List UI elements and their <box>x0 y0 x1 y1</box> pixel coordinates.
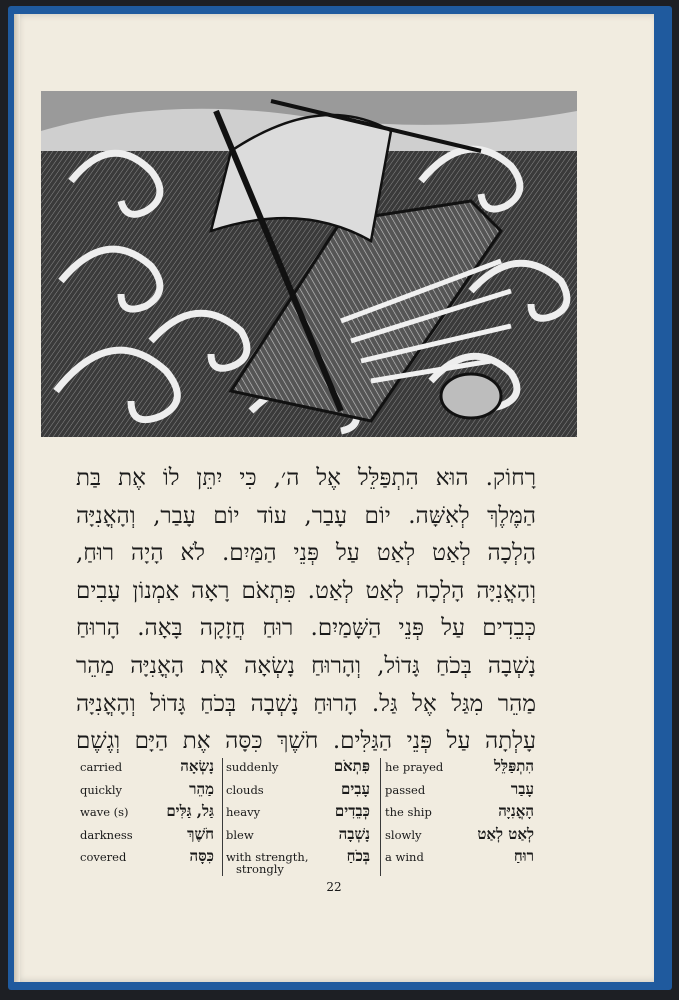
column-divider <box>222 758 223 876</box>
vocab-english: the ship <box>385 805 432 819</box>
page-number: 22 <box>326 880 342 894</box>
column-divider <box>380 758 381 876</box>
vocab-entry <box>226 847 376 876</box>
story-text <box>76 460 536 761</box>
page-gutter <box>14 14 20 982</box>
vocab-hebrew: בְּכֹחַ <box>346 847 370 865</box>
vocab-english-line-2: strongly <box>236 862 284 876</box>
vocab-hebrew: חֹשֶׁךְ <box>187 824 214 843</box>
vocabulary-column-1 <box>80 758 220 870</box>
vocab-english <box>226 851 308 875</box>
vocab-hebrew: נָשְׂאָה <box>180 757 214 775</box>
text-line: וְהָאֳנִיָּה הָלְכָה לְאַט לְאַט. פִּתְאֹם רָאָה אַמְנוֹן עָבִים <box>76 577 536 604</box>
text-line: הָלְכָה לְאַט לְאַט עַל פְּנֵי הַמַּיִם. לֹא הָיָה רוּחַ, <box>76 540 536 567</box>
vocab-entry <box>226 803 376 826</box>
vocab-hebrew: פִּתְאֹם <box>333 757 370 775</box>
vocab-entry <box>385 803 540 826</box>
vocabulary-column-2 <box>226 757 376 876</box>
vocab-hebrew: נָשְׁבָה <box>338 824 370 843</box>
vocab-entry <box>226 781 376 804</box>
vocab-english: passed <box>385 782 426 797</box>
vocab-entry <box>385 758 540 781</box>
vocab-english: covered <box>80 850 127 864</box>
vocab-english-line-1: with strength, <box>226 850 309 864</box>
vocab-hebrew: עָבַר <box>510 779 534 798</box>
vocab-english: quickly <box>80 782 123 797</box>
text-line: הַמֶּלֶךְ לְאִשָּׁה. יוֹם עָבַר, עוֹד יוֹם עָבַר, וְהָאֳנִיָּה <box>76 502 536 529</box>
storm-ship-drawing <box>41 91 577 437</box>
vocab-english: wave (s) <box>80 805 129 819</box>
text-line: מַהֵר מִגַּל אֶל גַּל. הָרוּחַ נָשְׁבָה בְּכֹחַ גָּדוֹל וְהָאֳנִיָּה <box>76 690 536 717</box>
text-line: עָלְתָה עַל פְּנֵי הַגַּלִּים. חֹשֶׁךְ כִּסָּה אֶת הַיָּם וְגֶשֶׁם <box>76 728 536 755</box>
vocab-hebrew: לְאַט לְאַט <box>477 824 534 843</box>
vocabulary-column-3 <box>385 758 540 870</box>
vocab-english: he prayed <box>385 760 444 774</box>
vocab-entry <box>385 848 540 871</box>
vocab-hebrew: עָבִים <box>340 779 370 798</box>
vocab-hebrew: רוּחַ <box>513 847 534 865</box>
vocab-hebrew: גַּל, גַּלִּים <box>166 802 214 820</box>
vocab-entry <box>80 803 220 826</box>
vocab-entry <box>80 848 220 871</box>
text-line: רָחוֹק. הוּא הִתְפַּלֵּל אֶל ה׳, כִּי יִתֵּן לוֹ אֶת בַּת <box>76 465 536 491</box>
vocab-entry <box>80 758 220 781</box>
vocab-english: heavy <box>226 805 261 819</box>
vocab-entry <box>226 826 376 849</box>
vocab-entry <box>226 758 376 781</box>
vocabulary-glossary <box>80 757 540 876</box>
vocab-english: blew <box>226 827 254 842</box>
vocab-hebrew: כְּבֵדִים <box>334 802 370 820</box>
vocab-entry <box>80 826 220 849</box>
vocab-hebrew: כִּסָּה <box>189 847 214 865</box>
vocab-hebrew: הָאֳנִיָּה <box>498 802 534 820</box>
vocab-entry <box>385 781 540 804</box>
vocab-english: carried <box>80 760 123 774</box>
vocab-english: suddenly <box>226 760 279 774</box>
vocab-english: darkness <box>80 827 133 842</box>
vocab-hebrew: מַהֵר <box>189 779 214 798</box>
vocab-english: a wind <box>385 850 424 864</box>
vocab-english: slowly <box>385 827 422 842</box>
text-line: נָשְׁבָה בְּכֹחַ גָּדוֹל, וְהָרוּחַ נָשְׂאָה אֶת הָאֳנִיָּה מַהֵר <box>76 652 536 679</box>
vocab-entry <box>80 781 220 804</box>
shipwreck-illustration <box>41 91 577 437</box>
text-line: כְּבֵדִים עַל פְּנֵי הַשָּׁמַיִם. רוּחַ חֲזָקָה בָּאָה. הָרוּחַ <box>76 615 536 642</box>
floating-barrel <box>441 374 501 418</box>
vocab-entry <box>385 826 540 849</box>
vocab-hebrew: הִתְפַּלֵּל <box>494 757 534 775</box>
vocab-english: clouds <box>226 782 264 797</box>
